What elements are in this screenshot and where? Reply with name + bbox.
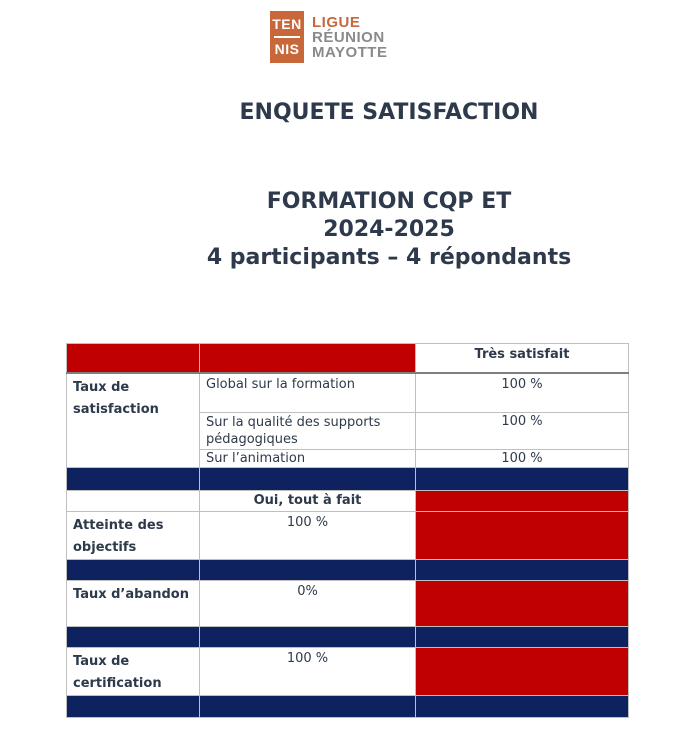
header-tres-satisfait: Très satisfait	[416, 344, 629, 373]
table-row	[67, 373, 629, 413]
table-row	[67, 648, 629, 696]
empty-cell	[67, 491, 200, 512]
separator-cell	[67, 627, 200, 648]
logo-mark-bottom: NIS	[274, 41, 300, 57]
row-label-atteinte: Atteinte des objectifs	[67, 512, 200, 560]
navy-separator-row	[67, 560, 629, 581]
criterion-value: 100 %	[416, 413, 629, 450]
header-oui-tout-a-fait: Oui, tout à fait	[200, 491, 416, 512]
table-row	[67, 512, 629, 560]
red-cell	[416, 581, 629, 627]
header-red-cell	[67, 344, 200, 373]
separator-cell	[67, 696, 200, 718]
separator-cell	[200, 560, 416, 581]
survey-results-table	[66, 343, 629, 718]
separator-cell	[67, 560, 200, 581]
logo-word-ligue: LIGUE	[312, 13, 361, 31]
logo-wordmark	[312, 15, 387, 60]
tennis-league-logo	[270, 10, 387, 64]
certification-value: 100 %	[200, 648, 416, 696]
criterion-value: 100 %	[416, 450, 629, 468]
separator-cell	[416, 627, 629, 648]
logo-word-reunion: RÉUNION	[312, 28, 385, 46]
logo-mark-top: TEN	[272, 16, 302, 32]
separator-cell	[416, 560, 629, 581]
atteinte-value: 100 %	[200, 512, 416, 560]
logo-word-mayotte: MAYOTTE	[312, 43, 388, 61]
separator-cell	[416, 696, 629, 718]
objectives-header-row	[67, 491, 629, 512]
page-subtitle	[0, 188, 689, 272]
navy-separator-row	[67, 627, 629, 648]
row-label-certification: Taux de certification	[67, 648, 200, 696]
criterion-label: Global sur la formation	[200, 373, 416, 413]
criterion-label: Sur l’animation	[200, 450, 416, 468]
navy-separator-row	[67, 696, 629, 718]
separator-cell	[416, 468, 629, 491]
subtitle-season: 2024-2025	[323, 217, 455, 242]
abandon-value: 0%	[200, 581, 416, 627]
page-title: ENQUETE SATISFACTION	[239, 100, 539, 125]
header-red-cell	[200, 344, 416, 373]
logo-mark	[270, 11, 304, 63]
separator-cell	[200, 468, 416, 491]
red-cell	[416, 512, 629, 560]
logo-divider	[274, 36, 300, 38]
table-row	[67, 581, 629, 627]
row-label-abandon: Taux d’abandon	[67, 581, 200, 627]
subtitle-formation: FORMATION CQP ET	[266, 189, 512, 214]
separator-cell	[200, 627, 416, 648]
criterion-value: 100 %	[416, 373, 629, 413]
criterion-label: Sur la qualité des supports pédagogiques	[200, 413, 416, 450]
navy-separator-row	[67, 468, 629, 491]
separator-cell	[67, 468, 200, 491]
red-cell	[416, 491, 629, 512]
separator-cell	[200, 696, 416, 718]
satisfaction-header-row	[67, 344, 629, 373]
subtitle-participants: 4 participants – 4 répondants	[206, 245, 572, 270]
red-cell	[416, 648, 629, 696]
row-label-satisfaction: Taux de satisfaction	[67, 373, 200, 468]
